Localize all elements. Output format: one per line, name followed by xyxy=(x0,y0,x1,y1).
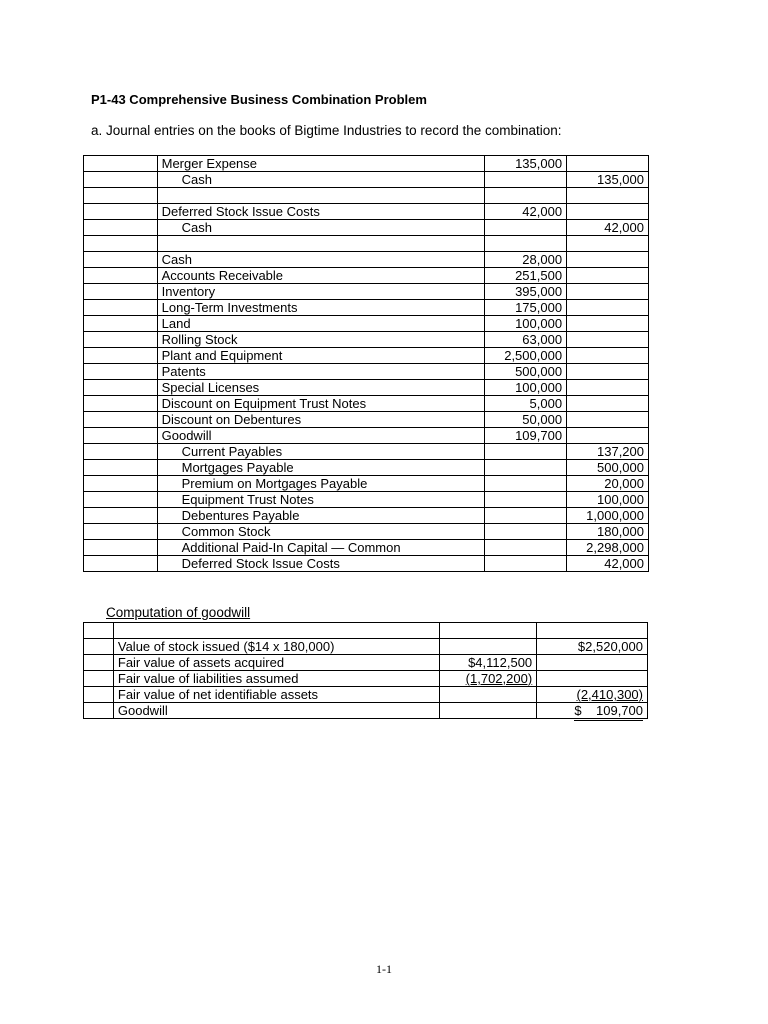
journal-debit-cell xyxy=(485,220,567,236)
journal-blank-cell xyxy=(84,476,158,492)
journal-blank-cell xyxy=(84,364,158,380)
journal-account-cell: Accounts Receivable xyxy=(157,268,485,284)
journal-debit-cell: 251,500 xyxy=(485,268,567,284)
journal-blank-cell xyxy=(84,412,158,428)
journal-row xyxy=(84,332,649,348)
journal-debit-cell xyxy=(485,236,567,252)
goodwill-label-cell xyxy=(113,639,439,655)
journal-blank-cell xyxy=(84,540,158,556)
journal-blank-cell xyxy=(84,556,158,572)
journal-blank-cell xyxy=(84,524,158,540)
journal-account-cell: Premium on Mortgages Payable xyxy=(157,476,485,492)
journal-credit-cell xyxy=(567,332,649,348)
journal-debit-cell: 109,700 xyxy=(485,428,567,444)
journal-credit-cell xyxy=(567,316,649,332)
journal-account-cell: Discount on Debentures xyxy=(157,412,485,428)
page-title: P1-43 Comprehensive Business Combination Problem xyxy=(91,92,427,107)
journal-credit-cell: 42,000 xyxy=(567,220,649,236)
page-subtitle: a. Journal entries on the books of Bigtime Industries to record the combination: xyxy=(91,123,562,138)
journal-debit-cell: 2,500,000 xyxy=(485,348,567,364)
goodwill-col2-cell xyxy=(537,623,648,639)
goodwill-col2-cell xyxy=(537,655,648,671)
goodwill-computation-table xyxy=(83,622,648,719)
journal-account-cell: Goodwill xyxy=(157,428,485,444)
goodwill-heading: Computation of goodwill xyxy=(106,605,251,620)
journal-credit-cell xyxy=(567,428,649,444)
journal-debit-cell xyxy=(485,540,567,556)
journal-row xyxy=(84,220,649,236)
goodwill-label-text: Value of stock issued ($14 x 180,000) xyxy=(117,639,335,654)
journal-entries-table xyxy=(83,155,649,572)
journal-blank-cell xyxy=(84,332,158,348)
journal-account-cell: Common Stock xyxy=(157,524,485,540)
goodwill-col2-cell xyxy=(537,671,648,687)
journal-account-cell: Land xyxy=(157,316,485,332)
goodwill-col1-cell xyxy=(440,655,537,671)
journal-debit-cell: 500,000 xyxy=(485,364,567,380)
goodwill-col1-cell xyxy=(440,687,537,703)
journal-debit-cell: 42,000 xyxy=(485,204,567,220)
journal-credit-cell: 137,200 xyxy=(567,444,649,460)
journal-account-cell: Mortgages Payable xyxy=(157,460,485,476)
journal-row xyxy=(84,380,649,396)
goodwill-col1-cell xyxy=(440,703,537,719)
goodwill-col1-cell xyxy=(440,639,537,655)
goodwill-row xyxy=(84,655,648,671)
journal-account-cell: Rolling Stock xyxy=(157,332,485,348)
journal-account-cell: Patents xyxy=(157,364,485,380)
journal-account-cell: Debentures Payable xyxy=(157,508,485,524)
goodwill-col2-text: (2,410,300) xyxy=(576,687,643,702)
journal-debit-cell xyxy=(485,492,567,508)
journal-blank-cell xyxy=(84,220,158,236)
goodwill-row xyxy=(84,671,648,687)
journal-row xyxy=(84,556,649,572)
journal-blank-cell xyxy=(84,156,158,172)
journal-credit-cell xyxy=(567,188,649,204)
journal-credit-cell xyxy=(567,412,649,428)
goodwill-label-text: Fair value of net identifiable assets xyxy=(117,687,319,702)
journal-row xyxy=(84,476,649,492)
journal-account-cell: Long-Term Investments xyxy=(157,300,485,316)
journal-credit-cell: 135,000 xyxy=(567,172,649,188)
journal-account-cell: Cash xyxy=(157,172,485,188)
goodwill-col1-text: $4,112,500 xyxy=(468,655,533,670)
journal-debit-cell: 135,000 xyxy=(485,156,567,172)
journal-account-cell: Deferred Stock Issue Costs xyxy=(157,556,485,572)
journal-credit-cell: 100,000 xyxy=(567,492,649,508)
journal-credit-cell xyxy=(567,364,649,380)
goodwill-col2-cell xyxy=(537,687,648,703)
journal-blank-cell xyxy=(84,284,158,300)
page-number: 1-1 xyxy=(376,962,392,976)
goodwill-row xyxy=(84,639,648,655)
journal-debit-cell: 5,000 xyxy=(485,396,567,412)
journal-account-cell xyxy=(157,236,485,252)
journal-row xyxy=(84,444,649,460)
journal-row xyxy=(84,252,649,268)
journal-account-cell: Cash xyxy=(157,220,485,236)
journal-credit-cell xyxy=(567,252,649,268)
journal-debit-cell: 28,000 xyxy=(485,252,567,268)
journal-debit-cell xyxy=(485,556,567,572)
journal-credit-cell xyxy=(567,156,649,172)
journal-blank-cell xyxy=(84,252,158,268)
journal-blank-cell xyxy=(84,380,158,396)
goodwill-label-cell xyxy=(113,623,439,639)
journal-row xyxy=(84,364,649,380)
goodwill-label-cell xyxy=(113,655,439,671)
journal-credit-cell xyxy=(567,236,649,252)
journal-blank-cell xyxy=(84,396,158,412)
journal-row xyxy=(84,316,649,332)
journal-blank-cell xyxy=(84,188,158,204)
journal-debit-cell xyxy=(485,444,567,460)
journal-debit-cell xyxy=(485,172,567,188)
journal-debit-cell: 100,000 xyxy=(485,316,567,332)
journal-credit-cell: 20,000 xyxy=(567,476,649,492)
journal-blank-cell xyxy=(84,492,158,508)
journal-account-cell: Special Licenses xyxy=(157,380,485,396)
journal-debit-cell: 63,000 xyxy=(485,332,567,348)
journal-account-cell: Plant and Equipment xyxy=(157,348,485,364)
journal-credit-cell: 1,000,000 xyxy=(567,508,649,524)
journal-account-cell: Merger Expense xyxy=(157,156,485,172)
journal-blank-cell xyxy=(84,268,158,284)
journal-credit-cell xyxy=(567,300,649,316)
goodwill-row xyxy=(84,623,648,639)
journal-debit-cell xyxy=(485,508,567,524)
goodwill-col2-cell xyxy=(537,703,648,719)
journal-credit-cell xyxy=(567,204,649,220)
journal-account-cell: Inventory xyxy=(157,284,485,300)
journal-debit-cell: 395,000 xyxy=(485,284,567,300)
goodwill-col1-text: (1,702,200) xyxy=(465,671,533,686)
journal-row xyxy=(84,172,649,188)
goodwill-label-text: Fair value of liabilities assumed xyxy=(117,671,299,686)
journal-credit-cell: 500,000 xyxy=(567,460,649,476)
journal-credit-cell: 180,000 xyxy=(567,524,649,540)
goodwill-col2-cell xyxy=(537,639,648,655)
journal-row xyxy=(84,524,649,540)
goodwill-label-text: Fair value of assets acquired xyxy=(117,655,285,670)
journal-debit-cell xyxy=(485,476,567,492)
journal-account-cell: Cash xyxy=(157,252,485,268)
goodwill-blank-cell xyxy=(84,623,114,639)
goodwill-blank-cell xyxy=(84,687,114,703)
journal-account-cell: Deferred Stock Issue Costs xyxy=(157,204,485,220)
journal-account-cell: Equipment Trust Notes xyxy=(157,492,485,508)
goodwill-row xyxy=(84,703,648,719)
journal-row xyxy=(84,396,649,412)
journal-row xyxy=(84,268,649,284)
journal-credit-cell xyxy=(567,348,649,364)
journal-row xyxy=(84,428,649,444)
journal-blank-cell xyxy=(84,316,158,332)
journal-blank-cell xyxy=(84,508,158,524)
journal-account-cell: Additional Paid-In Capital — Common xyxy=(157,540,485,556)
journal-credit-cell: 2,298,000 xyxy=(567,540,649,556)
goodwill-row xyxy=(84,687,648,703)
journal-blank-cell xyxy=(84,204,158,220)
goodwill-blank-cell xyxy=(84,655,114,671)
journal-debit-cell xyxy=(485,460,567,476)
goodwill-blank-cell xyxy=(84,671,114,687)
goodwill-blank-cell xyxy=(84,703,114,719)
journal-blank-cell xyxy=(84,460,158,476)
goodwill-label-text: Goodwill xyxy=(117,703,168,718)
journal-row xyxy=(84,188,649,204)
journal-blank-cell xyxy=(84,300,158,316)
journal-blank-cell xyxy=(84,444,158,460)
journal-row xyxy=(84,284,649,300)
goodwill-label-cell xyxy=(113,687,439,703)
journal-row xyxy=(84,236,649,252)
journal-credit-cell xyxy=(567,396,649,412)
goodwill-label-cell xyxy=(113,703,439,719)
goodwill-col2-text: $2,520,000 xyxy=(577,639,643,654)
journal-credit-cell: 42,000 xyxy=(567,556,649,572)
journal-blank-cell xyxy=(84,236,158,252)
journal-debit-cell xyxy=(485,524,567,540)
journal-account-cell: Current Payables xyxy=(157,444,485,460)
goodwill-col1-cell xyxy=(440,623,537,639)
journal-credit-cell xyxy=(567,380,649,396)
goodwill-col1-cell xyxy=(440,671,537,687)
journal-row xyxy=(84,204,649,220)
journal-row xyxy=(84,540,649,556)
journal-blank-cell xyxy=(84,348,158,364)
journal-debit-cell: 50,000 xyxy=(485,412,567,428)
goodwill-blank-cell xyxy=(84,639,114,655)
journal-row xyxy=(84,156,649,172)
journal-row xyxy=(84,348,649,364)
journal-account-cell: Discount on Equipment Trust Notes xyxy=(157,396,485,412)
journal-row xyxy=(84,508,649,524)
journal-blank-cell xyxy=(84,172,158,188)
journal-account-cell xyxy=(157,188,485,204)
journal-blank-cell xyxy=(84,428,158,444)
journal-debit-cell xyxy=(485,188,567,204)
goodwill-label-cell xyxy=(113,671,439,687)
journal-credit-cell xyxy=(567,284,649,300)
journal-debit-cell: 175,000 xyxy=(485,300,567,316)
journal-row xyxy=(84,412,649,428)
goodwill-col2-text: $ 109,700 xyxy=(574,703,643,721)
journal-debit-cell: 100,000 xyxy=(485,380,567,396)
journal-credit-cell xyxy=(567,268,649,284)
journal-row xyxy=(84,460,649,476)
journal-row xyxy=(84,300,649,316)
journal-row xyxy=(84,492,649,508)
